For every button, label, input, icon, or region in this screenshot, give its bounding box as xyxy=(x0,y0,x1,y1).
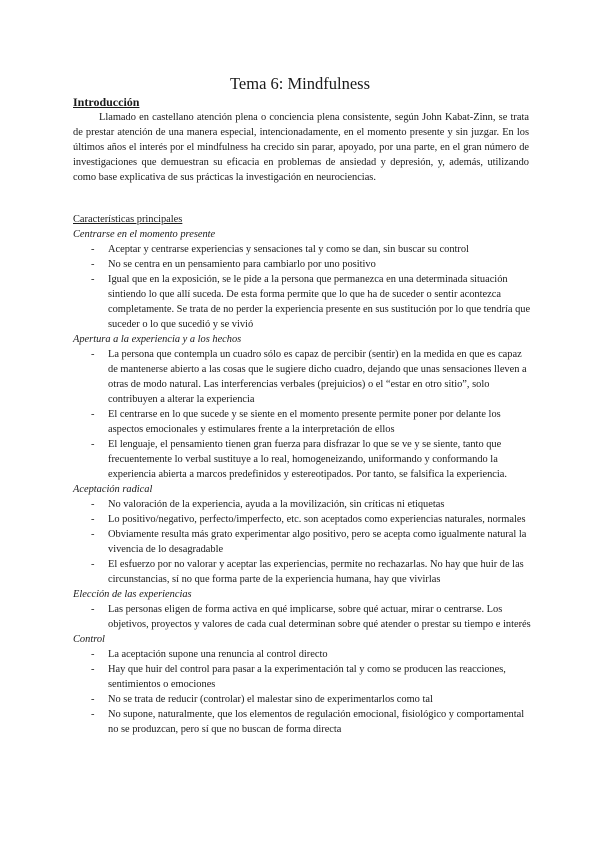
list-item xyxy=(73,257,533,272)
list-item-text: No supone, naturalmente, que los elementos de regulación emocional, fisiológico y comportamental no se produzcan, pero sí que no buscan de forma directa xyxy=(108,709,525,735)
bullet-dash: - xyxy=(91,514,95,525)
bullet-dash: - xyxy=(91,649,95,660)
list-item-text: No valoración de la experiencia, ayuda a la movilización, sin críticas ni etiquetas xyxy=(108,499,445,510)
bullet-dash: - xyxy=(91,664,95,675)
list-item xyxy=(73,512,533,527)
list-item-text: El esfuerzo por no valorar y aceptar las experiencias, permite no rechazarlas. No hay que huir de las circunstancias, sí no que forma parte de la experiencia humana, hay que vivirlas xyxy=(108,559,524,585)
bullet-dash: - xyxy=(91,439,95,450)
list-item-text: El centrarse en lo que sucede y se siente en el momento presente permite poner por delante los aspectos emocionales y estimulares frente a la interpretación de ellos xyxy=(108,409,501,435)
list-item xyxy=(73,527,533,557)
list-item xyxy=(73,557,533,587)
section-heading: Características principales xyxy=(73,214,183,225)
bullet-dash: - xyxy=(91,604,95,615)
list-item-text: La persona que contempla un cuadro sólo es capaz de percibir (sentir) en la medida en que es capaz de mantenerse abierto a las cosas que le sugiere dicho cuadro, dejando que unas sensaciones lleven a otras de modo natural. Las interferencias verbales (prejuicios) o el “estar en otro sitio”, solo contribuyen a alterar la experiencia xyxy=(108,349,527,405)
bullet-dash: - xyxy=(91,499,95,510)
subsection-heading: Apertura a la experiencia y a los hechos xyxy=(73,334,242,345)
list-item-text: El lenguaje, el pensamiento tienen gran fuerza para disfrazar lo que se ve y se siente, tanto que frecuentemente lo verbal sustituye a lo real, homogeneizando, uniformando y conformando la experiencia abierta a marcos predefinidos y estereotipados. Por tanto, se falsifica la experiencia. xyxy=(108,439,507,480)
bullet-dash: - xyxy=(91,409,95,420)
bullet-dash: - xyxy=(91,259,95,270)
subsection-heading: Aceptación radical xyxy=(73,484,153,495)
intro-paragraph: Llamado en castellano atención plena o conciencia plena consistente, según John Kabat-Zinn, se trata de prestar atención de una manera especial, intencionadamente, en el momento presente y sin juzgar. En los últimos años el interés por el mindfulness ha crecido sin parar, apoyado, por una parte, en el gran número de investigaciones que demuestran su eficacia en problemas de ansiedad y depresión, y, además, utilizando como base explicativa de sus prácticas la investigación en neurociencias. xyxy=(73,112,529,183)
list-item xyxy=(73,602,533,632)
bullet-dash: - xyxy=(91,244,95,255)
bullet-list xyxy=(73,647,533,737)
bullet-dash: - xyxy=(91,694,95,705)
bullet-list xyxy=(73,242,533,332)
subsection-heading: Control xyxy=(73,634,105,645)
list-item-text: No se trata de reducir (controlar) el malestar sino de experimentarlos como tal xyxy=(108,694,433,705)
list-item-text: Obviamente resulta más grato experimentar algo positivo, pero se acepta como igualmente natural la vivencia de lo desagradable xyxy=(108,529,527,555)
subsection-heading: Elección de las experiencias xyxy=(73,589,192,600)
list-item xyxy=(73,272,533,332)
list-item xyxy=(73,692,533,707)
list-item-text: Hay que huir del control para pasar a la experimentación tal y como se producen las reacciones, sentimientos o emociones xyxy=(108,664,506,690)
bullet-dash: - xyxy=(91,529,95,540)
bullet-list xyxy=(73,602,533,632)
bullet-dash: - xyxy=(91,349,95,360)
subsections xyxy=(73,227,533,737)
list-item xyxy=(73,662,533,692)
list-item xyxy=(73,407,533,437)
subsection-heading: Centrarse en el momento presente xyxy=(73,229,216,240)
list-item xyxy=(73,647,533,662)
list-item-text: La aceptación supone una renuncia al control directo xyxy=(108,649,328,660)
list-item-text: Aceptar y centrarse experiencias y sensaciones tal y como se dan, sin buscar su control xyxy=(108,244,469,255)
list-item-text: Las personas eligen de forma activa en qué implicarse, sobre qué actuar, mirar o centrarse. Los objetivos, proyectos y valores de cada cual determinan sobre qué atender o prestar su tiempo e interés xyxy=(108,604,531,630)
list-item xyxy=(73,707,533,737)
bullet-list xyxy=(73,497,533,587)
list-item-text: No se centra en un pensamiento para cambiarlo por uno positivo xyxy=(108,259,376,270)
list-item xyxy=(73,242,533,257)
list-item-text: Lo positivo/negativo, perfecto/imperfecto, etc. son aceptados como experiencias naturales, normales xyxy=(108,514,526,525)
page-title: Tema 6: Mindfulness xyxy=(230,74,370,93)
bullet-list xyxy=(73,347,533,482)
list-item xyxy=(73,497,533,512)
bullet-dash: - xyxy=(91,709,95,720)
intro-heading: Introducción xyxy=(73,95,140,109)
bullet-dash: - xyxy=(91,274,95,285)
list-item xyxy=(73,437,533,482)
bullet-dash: - xyxy=(91,559,95,570)
list-item xyxy=(73,347,533,407)
list-item-text: Igual que en la exposición, se le pide a la persona que permanezca en una determinada situación sintiendo lo que allí suceda. De esta forma permite que lo que ha de suceder o sentir acontezca completamente. Se trata de no perder la experiencia presente en sus sustitución por lo que tendría que suceder o lo que sucedió y se vivió xyxy=(108,274,531,330)
